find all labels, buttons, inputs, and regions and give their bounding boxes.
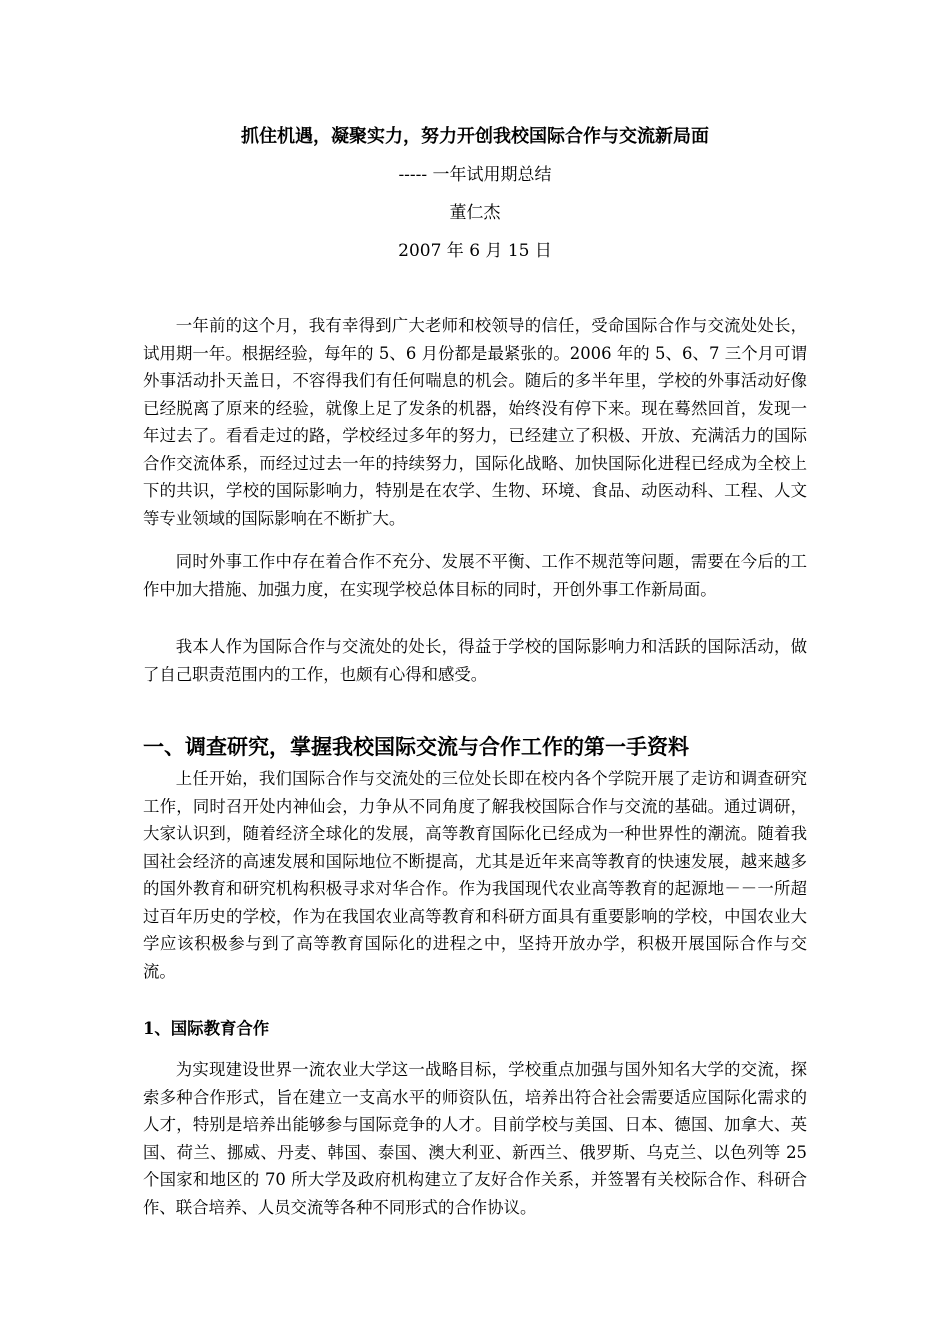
section-1-paragraph: 上任开始，我们国际合作与交流处的三位处长即在校内各个学院开展了走访和调查研究工作，同时召开处内神仙会，力争从不同角度了解我校国际合作与交流的基础。通过调研，大家认识到，随着经济全球化的发展，高等教育国际化已经成为一种世界性的潮流。随着我国社会经济的高速发展和国际地位不断提高，尤其是近年来高等教育的快速发展，越来越多的国外教育和研究机构积极寻求对华合作。作为我国现代农业高等教育的起源地－－一所超过百年历史的学校，作为在我国农业高等教育和科研方面具有重要影响的学校，中国农业大学应该积极参与到了高等教育国际化的进程之中，坚持开放办学，积极开展国际合作与交流。 [143, 769, 807, 981]
section-1-heading: 一、调查研究，掌握我校国际交流与合作工作的第一手资料 [143, 734, 689, 759]
document-date: 2007 年 6 月 15 日 [398, 241, 552, 261]
intro-paragraph-3: 我本人作为国际合作与交流处的处长，得益于学校的国际影响力和活跃的国际活动，做了自己职责范围内的工作，也颇有心得和感受。 [143, 637, 807, 684]
section-1-1-heading: 1、国际教育合作 [143, 1019, 270, 1038]
document-title: 抓住机遇，凝聚实力，努力开创我校国际合作与交流新局面 [241, 126, 709, 147]
intro-paragraph-2: 同时外事工作中存在着合作不充分、发展不平衡、工作不规范等问题，需要在今后的工作中加大措施、加强力度，在实现学校总体目标的同时，开创外事工作新局面。 [143, 552, 807, 599]
intro-paragraph-1: 一年前的这个月，我有幸得到广大老师和校领导的信任，受命国际合作与交流处处长，试用期一年。根据经验，每年的 5、6 月份都是最紧张的。2006 年的 5、6、7 三个月可谓外事活动扑天盖日，不容得我们有任何喘息的机会。随后的多半年里，学校的外事活动好像已经脱离了原来的经验，就像上足了发条的机器，始终没有停下来。现在蓦然回首，发现一年过去了。看看走过的路，学校经过多年的努力，已经建立了积极、开放、充满活力的国际合作交流体系，而经过过去一年的持续努力，国际化战略、加快国际化进程已经成为全校上下的共识，学校的国际影响力，特别是在农学、生物、环境、食品、动医动科、工程、人文等专业领域的国际影响在不断扩大。 [143, 316, 807, 528]
section-1-1-paragraph: 为实现建设世界一流农业大学这一战略目标，学校重点加强与国外知名大学的交流，探索多种合作形式，旨在建立一支高水平的师资队伍，培养出符合社会需要适应国际化需求的人才，特别是培养出能够参与国际竞争的人才。目前学校与美国、日本、德国、加拿大、英国、荷兰、挪威、丹麦、韩国、泰国、澳大利亚、新西兰、俄罗斯、乌克兰、以色列等 25 个国家和地区的 70 所大学及政府机构建立了友好合作关系，并签署有关校际合作、科研合作、联合培养、人员交流等各种不同形式的合作协议。 [143, 1060, 807, 1217]
document-subtitle: ----- 一年试用期总结 [398, 165, 552, 185]
author-name: 董仁杰 [449, 203, 501, 223]
